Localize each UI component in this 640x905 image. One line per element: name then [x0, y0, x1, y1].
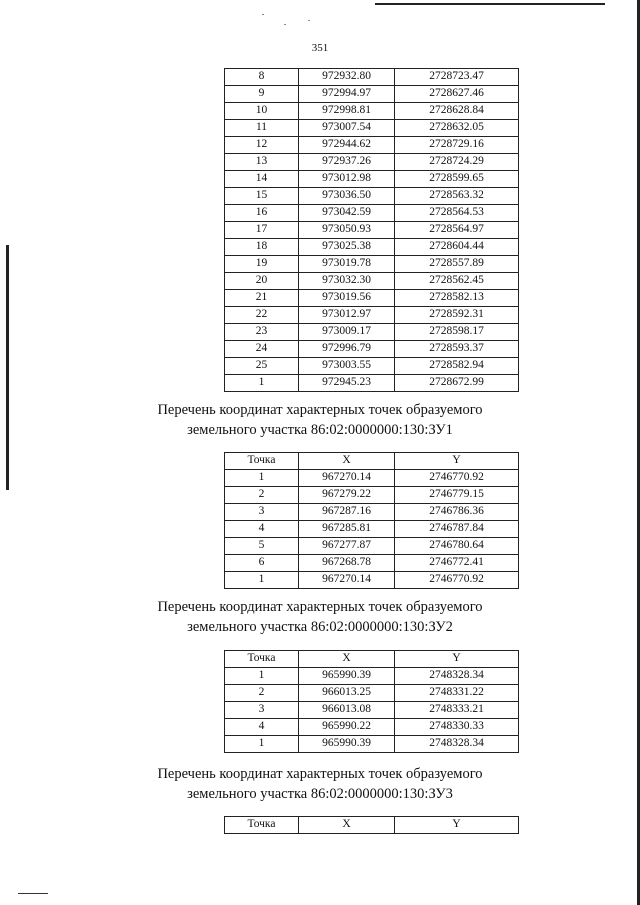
- table-row: [225, 222, 519, 239]
- table-row: [225, 86, 519, 103]
- table-row: [225, 702, 519, 719]
- header-x: X: [299, 651, 395, 668]
- table-row: [225, 736, 519, 753]
- table-row: [225, 358, 519, 375]
- y-coordinate-cell: 2728724.29: [395, 154, 519, 171]
- y-coordinate-cell: 2746779.15: [395, 487, 519, 504]
- scan-speck: [284, 24, 286, 25]
- y-coordinate-cell: 2728557.89: [395, 256, 519, 273]
- x-coordinate-cell: 972998.81: [299, 103, 395, 120]
- point-number-cell: 15: [225, 188, 299, 205]
- x-coordinate-cell: 966013.08: [299, 702, 395, 719]
- point-number-cell: 3: [225, 702, 299, 719]
- point-number-cell: 21: [225, 290, 299, 307]
- x-coordinate-cell: 973009.17: [299, 324, 395, 341]
- y-coordinate-cell: 2728628.84: [395, 103, 519, 120]
- header-y: Y: [395, 651, 519, 668]
- point-number-cell: 2: [225, 487, 299, 504]
- point-number-cell: 14: [225, 171, 299, 188]
- coordinates-table-continued: [224, 68, 519, 392]
- table-header-row: [225, 817, 519, 834]
- scan-speck: [308, 20, 310, 21]
- table-row: [225, 504, 519, 521]
- x-coordinate-cell: 967270.14: [299, 470, 395, 487]
- coordinates-table-zu1: [224, 452, 519, 589]
- header-point: Точка: [225, 651, 299, 668]
- x-coordinate-cell: 965990.39: [299, 668, 395, 685]
- point-number-cell: 20: [225, 273, 299, 290]
- top-scan-rule: [375, 3, 605, 5]
- x-coordinate-cell: 972937.26: [299, 154, 395, 171]
- point-number-cell: 19: [225, 256, 299, 273]
- y-coordinate-cell: 2746770.92: [395, 572, 519, 589]
- table-row: [225, 668, 519, 685]
- table-row: [225, 273, 519, 290]
- x-coordinate-cell: 973050.93: [299, 222, 395, 239]
- point-number-cell: 17: [225, 222, 299, 239]
- table-row: [225, 341, 519, 358]
- x-coordinate-cell: 972944.62: [299, 137, 395, 154]
- table-row: [225, 120, 519, 137]
- table-header-row: [225, 453, 519, 470]
- point-number-cell: 25: [225, 358, 299, 375]
- y-coordinate-cell: 2728672.99: [395, 375, 519, 392]
- y-coordinate-cell: 2728627.46: [395, 86, 519, 103]
- coordinates-table-zu2: [224, 650, 519, 753]
- caption-zu1-line1: Перечень координат характерных точек образуемого: [157, 402, 483, 418]
- point-number-cell: 4: [225, 521, 299, 538]
- x-coordinate-cell: 967270.14: [299, 572, 395, 589]
- x-coordinate-cell: 973012.97: [299, 307, 395, 324]
- point-number-cell: 4: [225, 719, 299, 736]
- table-row: [225, 555, 519, 572]
- caption-zu1-line2: земельного участка 86:02:0000000:130:ЗУ1: [187, 422, 453, 438]
- point-number-cell: 23: [225, 324, 299, 341]
- x-coordinate-cell: 967285.81: [299, 521, 395, 538]
- point-number-cell: 22: [225, 307, 299, 324]
- x-coordinate-cell: 973019.56: [299, 290, 395, 307]
- table-row: [225, 324, 519, 341]
- x-coordinate-cell: 966013.25: [299, 685, 395, 702]
- x-coordinate-cell: 967268.78: [299, 555, 395, 572]
- point-number-cell: 18: [225, 239, 299, 256]
- table-row: [225, 205, 519, 222]
- header-x: X: [299, 453, 395, 470]
- point-number-cell: 13: [225, 154, 299, 171]
- header-point: Точка: [225, 817, 299, 834]
- x-coordinate-cell: 973032.30: [299, 273, 395, 290]
- table-row: [225, 69, 519, 86]
- x-coordinate-cell: 973007.54: [299, 120, 395, 137]
- table-row: [225, 239, 519, 256]
- y-coordinate-cell: 2728723.47: [395, 69, 519, 86]
- caption-zu2-line1: Перечень координат характерных точек образуемого: [157, 599, 483, 615]
- caption-zu3-line2: земельного участка 86:02:0000000:130:ЗУ3: [187, 786, 453, 802]
- y-coordinate-cell: 2746786.36: [395, 504, 519, 521]
- y-coordinate-cell: 2746770.92: [395, 470, 519, 487]
- point-number-cell: 2: [225, 685, 299, 702]
- x-coordinate-cell: 973036.50: [299, 188, 395, 205]
- y-coordinate-cell: 2746787.84: [395, 521, 519, 538]
- point-number-cell: 3: [225, 504, 299, 521]
- y-coordinate-cell: 2728564.97: [395, 222, 519, 239]
- table-row: [225, 487, 519, 504]
- table-row: [225, 719, 519, 736]
- y-coordinate-cell: 2728564.53: [395, 205, 519, 222]
- header-x: X: [299, 817, 395, 834]
- x-coordinate-cell: 967277.87: [299, 538, 395, 555]
- x-coordinate-cell: 973012.98: [299, 171, 395, 188]
- y-coordinate-cell: 2728582.94: [395, 358, 519, 375]
- y-coordinate-cell: 2728599.65: [395, 171, 519, 188]
- point-number-cell: 6: [225, 555, 299, 572]
- table-header-row: [225, 651, 519, 668]
- table-row: [225, 307, 519, 324]
- x-coordinate-cell: 972945.23: [299, 375, 395, 392]
- x-coordinate-cell: 973025.38: [299, 239, 395, 256]
- point-number-cell: 1: [225, 668, 299, 685]
- table-row: [225, 171, 519, 188]
- y-coordinate-cell: 2748333.21: [395, 702, 519, 719]
- scan-speck: [262, 14, 264, 15]
- point-number-cell: 12: [225, 137, 299, 154]
- x-coordinate-cell: 972996.79: [299, 341, 395, 358]
- bottom-scan-mark: [18, 893, 48, 894]
- y-coordinate-cell: 2748330.33: [395, 719, 519, 736]
- y-coordinate-cell: 2728593.37: [395, 341, 519, 358]
- table-row: [225, 154, 519, 171]
- y-coordinate-cell: 2728598.17: [395, 324, 519, 341]
- table-row: [225, 521, 519, 538]
- point-number-cell: 8: [225, 69, 299, 86]
- y-coordinate-cell: 2748328.34: [395, 736, 519, 753]
- table-row: [225, 103, 519, 120]
- point-number-cell: 11: [225, 120, 299, 137]
- point-number-cell: 1: [225, 375, 299, 392]
- table-row: [225, 375, 519, 392]
- y-coordinate-cell: 2748331.22: [395, 685, 519, 702]
- x-coordinate-cell: 967287.16: [299, 504, 395, 521]
- x-coordinate-cell: 972932.80: [299, 69, 395, 86]
- header-y: Y: [395, 453, 519, 470]
- y-coordinate-cell: 2728562.45: [395, 273, 519, 290]
- table-row: [225, 137, 519, 154]
- point-number-cell: 9: [225, 86, 299, 103]
- point-number-cell: 10: [225, 103, 299, 120]
- y-coordinate-cell: 2728563.32: [395, 188, 519, 205]
- x-coordinate-cell: 967279.22: [299, 487, 395, 504]
- table-row: [225, 538, 519, 555]
- point-number-cell: 16: [225, 205, 299, 222]
- table-row: [225, 290, 519, 307]
- left-scan-mark: [6, 245, 9, 490]
- page-number: 351: [311, 42, 329, 54]
- point-number-cell: 1: [225, 572, 299, 589]
- caption-zu2-line2: земельного участка 86:02:0000000:130:ЗУ2: [187, 619, 453, 635]
- y-coordinate-cell: 2746772.41: [395, 555, 519, 572]
- x-coordinate-cell: 973042.59: [299, 205, 395, 222]
- caption-zu3-line1: Перечень координат характерных точек образуемого: [157, 766, 483, 782]
- x-coordinate-cell: 972994.97: [299, 86, 395, 103]
- x-coordinate-cell: 973019.78: [299, 256, 395, 273]
- y-coordinate-cell: 2728604.44: [395, 239, 519, 256]
- coordinates-table-zu3: [224, 816, 519, 834]
- y-coordinate-cell: 2746780.64: [395, 538, 519, 555]
- x-coordinate-cell: 965990.22: [299, 719, 395, 736]
- header-point: Точка: [225, 453, 299, 470]
- table-row: [225, 256, 519, 273]
- y-coordinate-cell: 2728592.31: [395, 307, 519, 324]
- header-y: Y: [395, 817, 519, 834]
- point-number-cell: 1: [225, 736, 299, 753]
- table-row: [225, 685, 519, 702]
- x-coordinate-cell: 973003.55: [299, 358, 395, 375]
- table-row: [225, 470, 519, 487]
- x-coordinate-cell: 965990.39: [299, 736, 395, 753]
- y-coordinate-cell: 2728632.05: [395, 120, 519, 137]
- point-number-cell: 24: [225, 341, 299, 358]
- y-coordinate-cell: 2728582.13: [395, 290, 519, 307]
- y-coordinate-cell: 2748328.34: [395, 668, 519, 685]
- y-coordinate-cell: 2728729.16: [395, 137, 519, 154]
- point-number-cell: 1: [225, 470, 299, 487]
- table-row: [225, 188, 519, 205]
- point-number-cell: 5: [225, 538, 299, 555]
- table-row: [225, 572, 519, 589]
